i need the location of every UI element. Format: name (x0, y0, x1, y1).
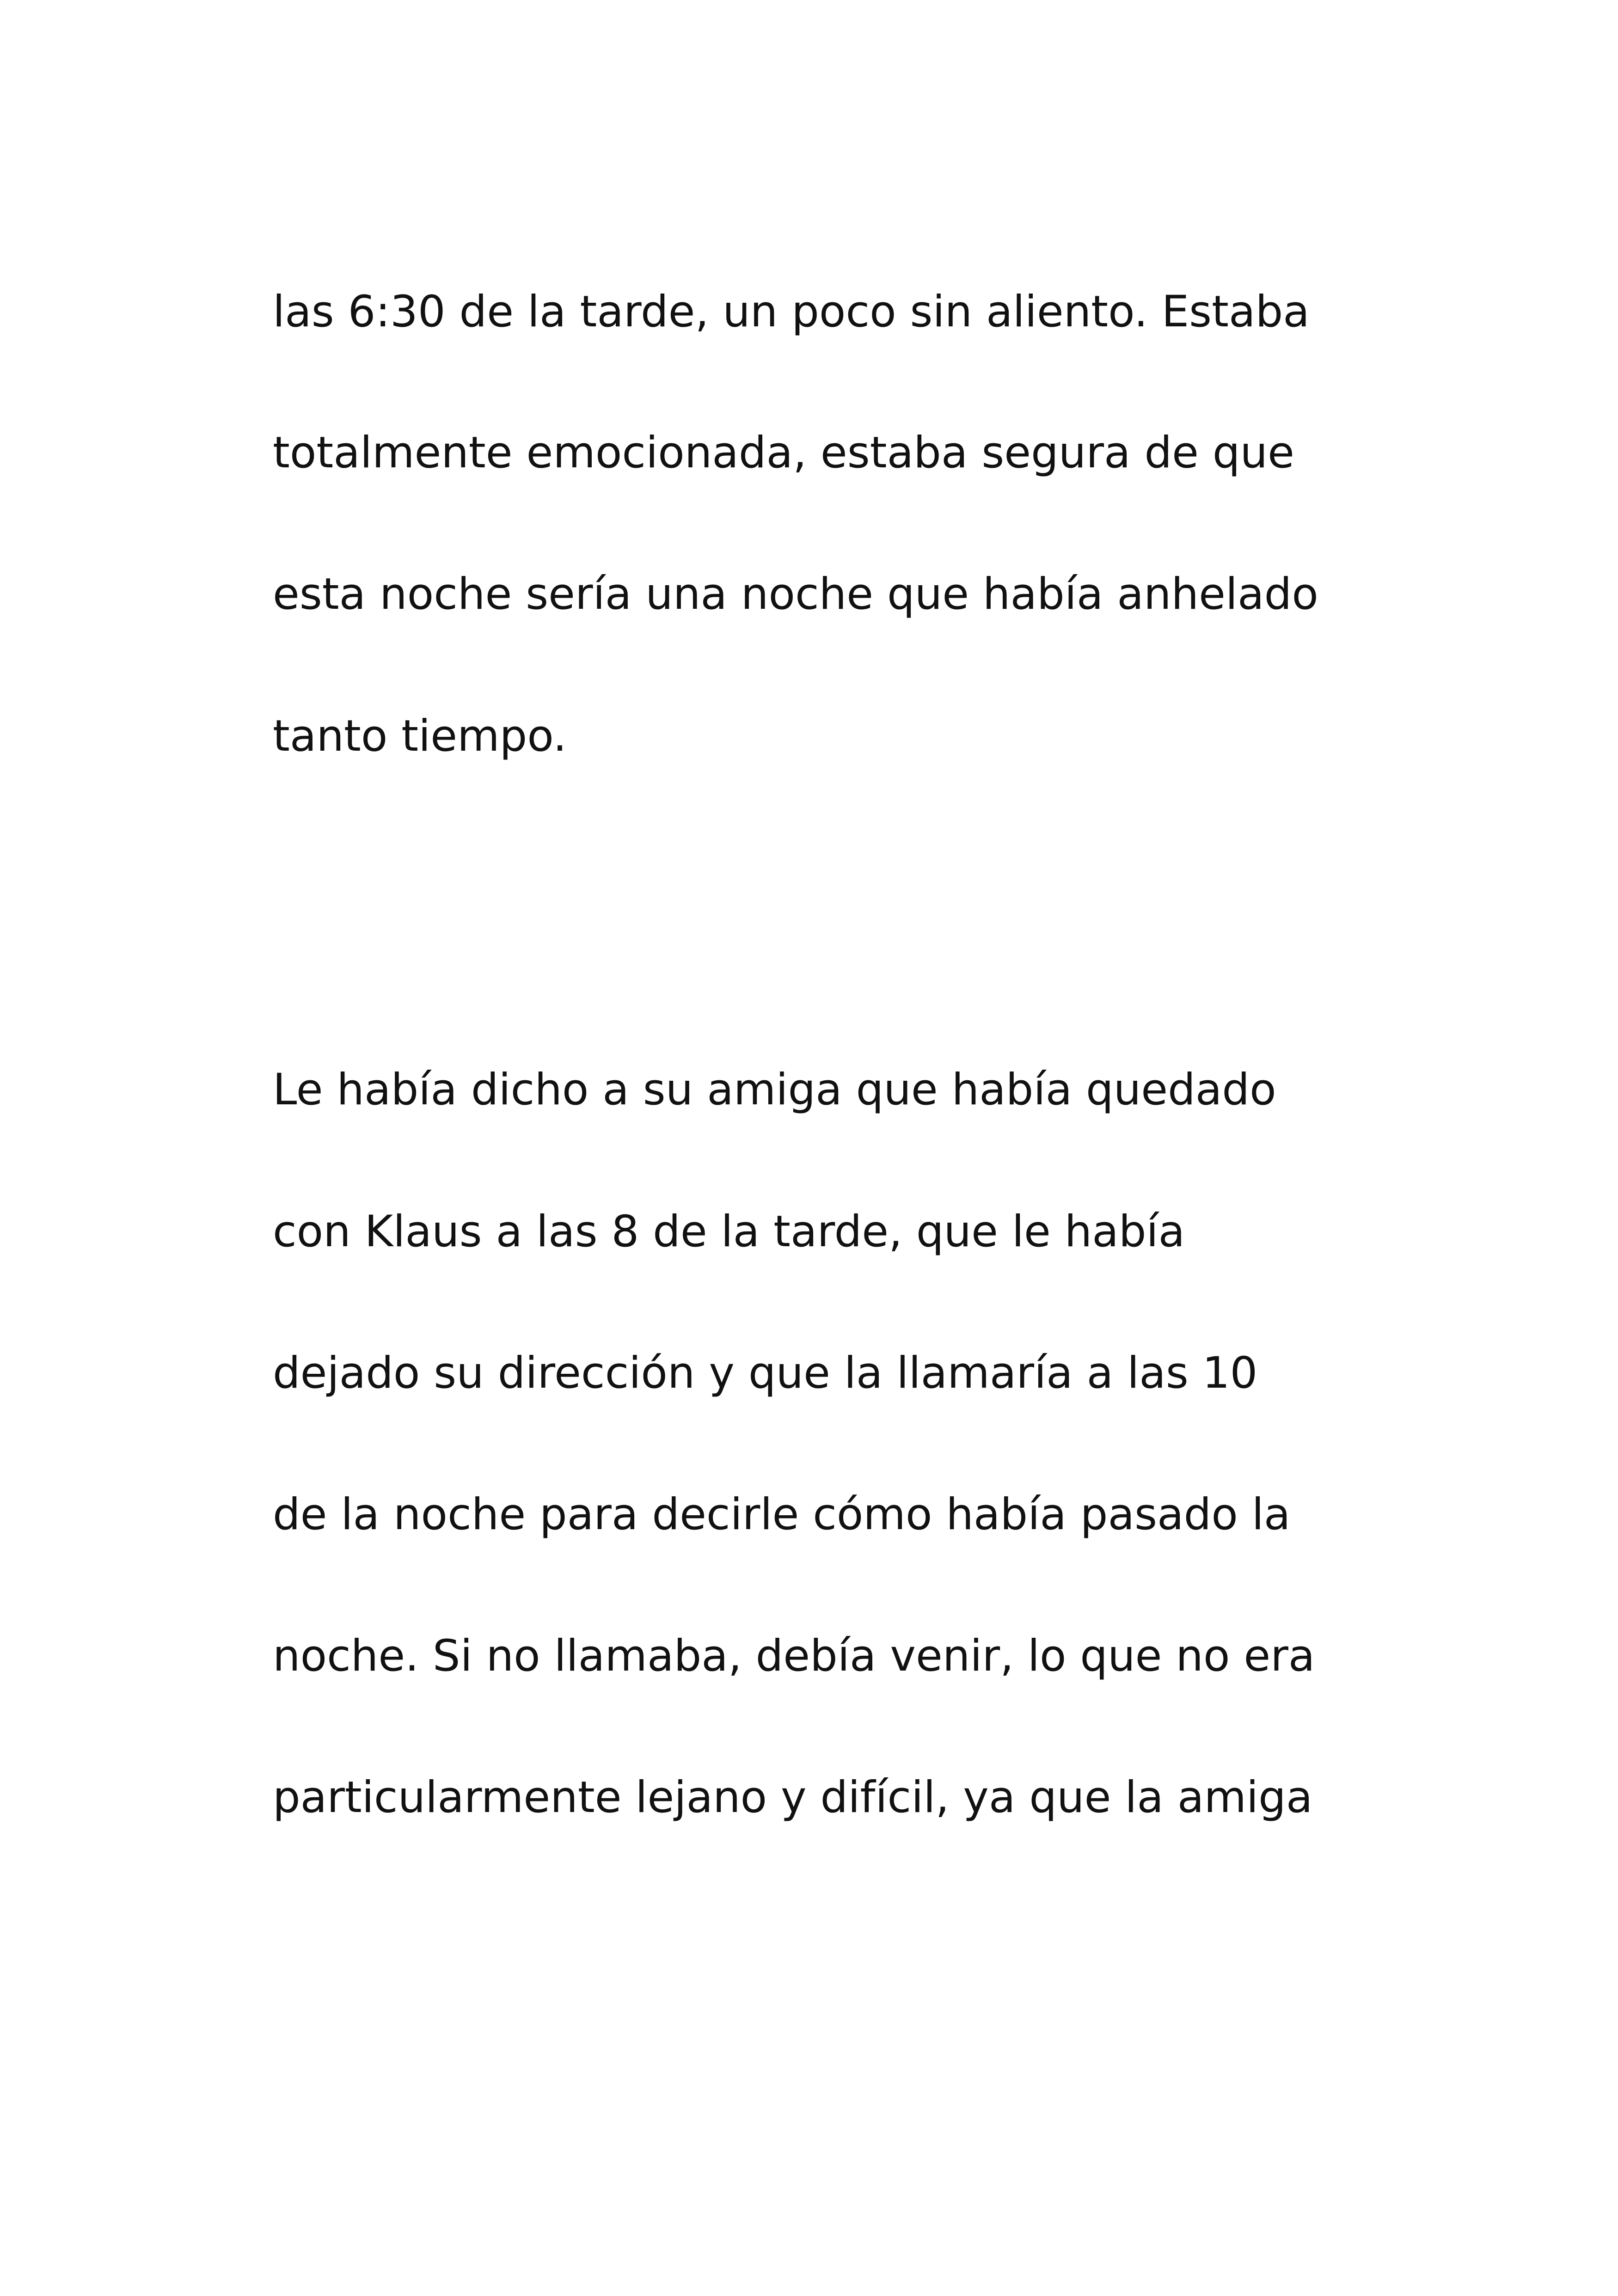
text-line: particularmente lejano y difícil, ya que la amiga (273, 1772, 1313, 1823)
text-line: de la noche para decirle cómo había pasado la (273, 1489, 1291, 1540)
text-line: noche. Si no llamaba, debía venir, lo que no era (273, 1631, 1315, 1681)
text-line: con Klaus a las 8 de la tarde, que le había (273, 1206, 1185, 1257)
text-line: tanto tiempo. (273, 711, 567, 761)
text-line: esta noche sería una noche que había anhelado (273, 569, 1318, 619)
text-line: totalmente emocionada, estaba segura de que (273, 428, 1294, 478)
text-line: Le había dicho a su amiga que había quedado (273, 1065, 1276, 1115)
text-line: dejado su dirección y que la llamaría a las 10 (273, 1348, 1258, 1398)
text-line: las 6:30 de la tarde, un poco sin aliento. Estaba (273, 287, 1310, 337)
